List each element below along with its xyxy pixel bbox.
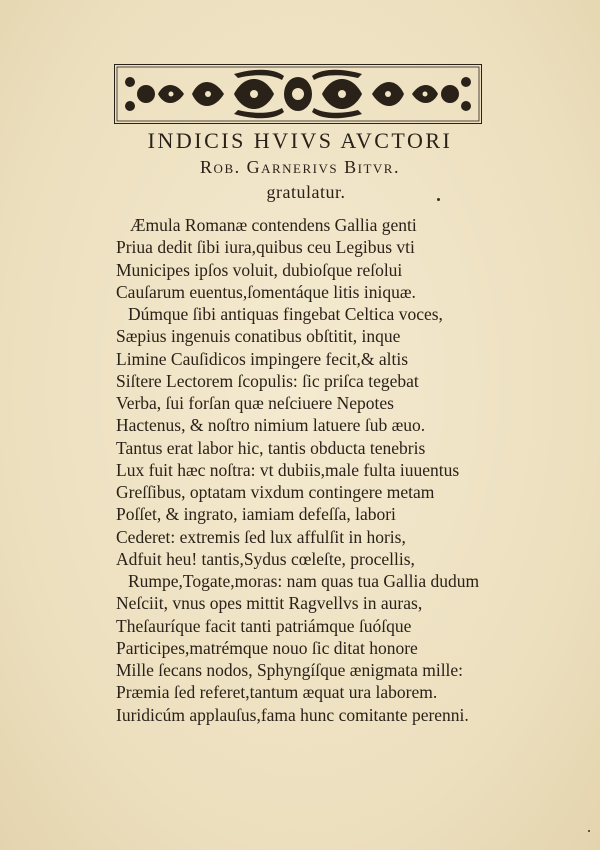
ink-speck: [437, 198, 440, 201]
poem-line: Dúmque ſibi antiquas fingebat Celtica voces,: [128, 304, 443, 324]
floral-headpiece-icon: [114, 64, 482, 124]
poem-line: Greſſibus, optatam vixdum contingere metam: [116, 482, 435, 502]
poem-line: Priua dedit ſibi iura,quibus ceu Legibus vti: [116, 237, 415, 258]
poem-line: Rumpe,Togate,moras: nam quas tua Gallia dudum: [128, 571, 480, 591]
ink-speck: [588, 830, 590, 832]
poem-line: Siſtere Lectorem ſcopulis: ſic priſca tegebat: [116, 370, 419, 391]
poem-line: Theſauríque facit tanti patriámque ſuóſque: [116, 615, 412, 636]
heading-line-2: Rob. Garnerivs Bitvr.: [200, 157, 400, 177]
poem-line: Verba, ſui forſan quæ neſciuere Nepotes: [116, 393, 394, 413]
poem-line: Æmula Romanæ contendens Gallia genti: [130, 215, 417, 235]
poem-line: Municipes ipſos voluit, dubioſque reſolui: [116, 259, 403, 280]
poem-line: Sæpius ingenuis conatibus obſtitit, inque: [116, 326, 401, 347]
poem-line: Tantus erat labor hic, tantis obducta tenebris: [116, 437, 426, 458]
poem-body: [116, 214, 506, 726]
poem-line: Limine Cauſidicos impingere fecit,& altis: [116, 348, 409, 369]
poem-line: Iuridicúm applauſus,fama hunc comitante perenni.: [116, 704, 469, 725]
poem-line: Neſciit, vnus opes mittit Ragvellvs in auras,: [116, 593, 423, 614]
poem-line: Cederet: extremis ſed lux affulſit in horis,: [116, 526, 406, 547]
poem-line: Participes,matrémque nouo ſic ditat honore: [116, 637, 418, 658]
heading-line-3: gratulatur.: [266, 182, 346, 202]
poem-line: Cauſarum euentus,ſomentáque litis iniquæ.: [116, 281, 416, 302]
poem-line: Præmia ſed referet,tantum æquat ura laborem.: [116, 682, 438, 703]
poem-line: Poſſet, & ingrato, iamiam defeſſa, labori: [116, 504, 396, 525]
poem-line: Adfuit heu! tantis,Sydus cœleſte, procellis,: [116, 548, 415, 569]
poem-line: Mille ſecans nodos, Sphyngíſque ænigmata mille:: [116, 660, 464, 680]
poem-line: Hactenus, & noſtro nimium latuere ſub æuo.: [116, 415, 426, 436]
heading-line-1: INDICIS HVIVS AVCTORI: [147, 128, 453, 153]
poem-line: Lux fuit hæc noſtra: vt dubiis,male fulta iuuentus: [116, 459, 460, 480]
